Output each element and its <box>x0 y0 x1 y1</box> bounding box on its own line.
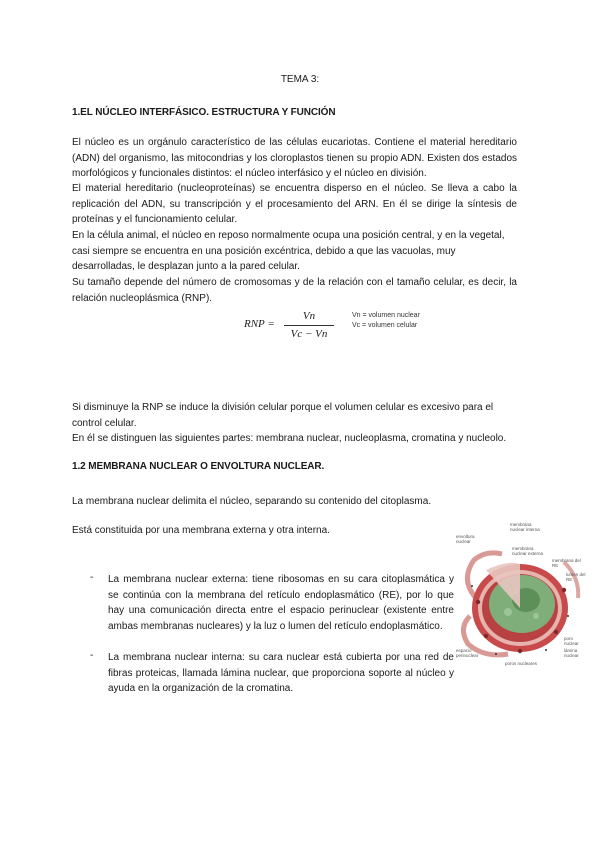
label-outer-membrane: membrana nuclear externa <box>512 546 544 556</box>
paragraph-6: En él se distinguen las siguientes partes: membrana nuclear, nucleoplasma, cromatina y nucleolo. <box>72 433 507 444</box>
nuclear-envelope-figure <box>456 520 588 668</box>
paragraph-4: Su tamaño depende del número de cromosomas y de la relación con el tamaño celular, es decir, la relación nucleoplásmica (RNP). <box>72 277 517 304</box>
label-envelope: envoltura nuclear <box>456 534 475 544</box>
formula-numerator: Vn <box>302 310 316 322</box>
label-er-membrane: membrana del RE <box>552 558 581 568</box>
paragraph-2: El material hereditario (nucleoproteínas) se encuentra disperso en el núcleo. Se lleva a cabo la replicación del ADN, su transcripción y el procesamiento del ARN. En él se dirige la síntesis de proteínas y el funcionamiento celular. <box>72 183 517 225</box>
formula-legend-vn: Vn = volumen nuclear <box>352 312 420 319</box>
label-inner-membrane: membrana nuclear interna <box>510 522 540 532</box>
rnp-formula <box>244 308 334 342</box>
bullet-item-outer-membrane: La membrana nuclear externa: tiene ribosomas en su cara citoplasmática y se continúa con la membrana del retículo endoplasmático (RE), por lo que hay una comunicación directa entre el espacio perinuclear (existente entre ambas membranas nucleares) y la luz o lumen del retículo endoplasmático. <box>108 574 454 632</box>
paragraph-1: El núcleo es un orgánulo característico de las células eucariotas. Contiene el material hereditario (ADN) del organismo, las mitocondrias y los cloroplastos tienen su propio ADN. Existen dos estados morfológicos y funcionales distintos: el núcleo interfásico y el núcleo en división. <box>72 137 517 179</box>
paragraph-3: En la célula animal, el núcleo en reposo normalmente ocupa una posición central, y en la vegetal, casi siempre se encuentra en una posición excéntrica, debido a que las vacuolas, muy desarrolladas, le desplazan junto a la pared celular. <box>72 230 505 272</box>
paragraph-5: Si disminuye la RNP se induce la división celular porque el volumen celular es excesivo para el control celular. <box>72 402 494 429</box>
bullet-item-inner-membrane: La membrana nuclear interna: su cara nuclear está cubierta por una red de fibras proteicas, llamada lámina nuclear, que proporciona soporte al núcleo y ayuda en la organización de la cromatina. <box>108 652 454 694</box>
formula-denominator: Vc − Vn <box>290 328 328 340</box>
paragraph-7: La membrana nuclear delimita el núcleo, separando su contenido del citoplasma. <box>72 496 432 507</box>
label-nuclear-pore: poro nuclear <box>564 636 579 646</box>
section-1-title: 1.EL NÚCLEO INTERFÁSICO. ESTRUCTURA Y FUNCIÓN <box>72 107 336 118</box>
label-nuclear-lamina: lámina nuclear <box>564 648 579 658</box>
fraction-bar <box>284 325 334 326</box>
paragraph-8: Está constituida por una membrana externa y otra interna. <box>72 525 330 536</box>
section-2-title: 1.2 MEMBRANA NUCLEAR O ENVOLTURA NUCLEAR. <box>72 461 325 472</box>
topic-heading: TEMA 3: <box>280 74 320 85</box>
bullet-dash: - <box>90 650 94 661</box>
formula-legend-vc: Vc = volumen celular <box>352 322 418 329</box>
label-nuclear-pores: poros nucleares <box>504 661 538 666</box>
label-er-lumen: lumen del RE <box>566 572 586 582</box>
formula-lhs: RNP = <box>244 318 275 330</box>
bullet-dash: - <box>90 572 94 583</box>
label-perinuclear-space: espacio perinuclear <box>456 648 479 658</box>
